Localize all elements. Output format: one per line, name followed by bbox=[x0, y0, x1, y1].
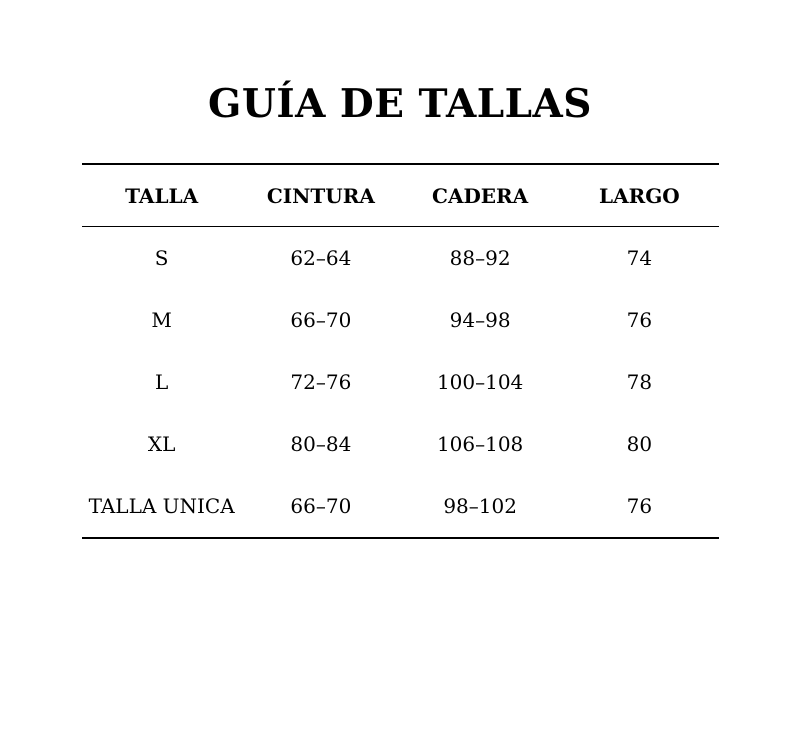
header-cintura: CINTURA bbox=[266, 183, 375, 208]
cell-talla: L bbox=[154, 370, 169, 394]
table-row bbox=[82, 227, 719, 290]
header-cadera: CADERA bbox=[432, 183, 529, 208]
table-header-row bbox=[82, 164, 719, 227]
cell-largo: 76 bbox=[626, 308, 653, 332]
cell-cintura: 80–84 bbox=[290, 432, 352, 456]
table-row bbox=[82, 475, 719, 538]
cell-largo: 76 bbox=[626, 494, 653, 518]
cell-talla: M bbox=[151, 308, 172, 332]
header-talla: TALLA bbox=[125, 183, 199, 208]
header-largo: LARGO bbox=[599, 183, 680, 208]
cell-largo: 78 bbox=[626, 370, 653, 394]
cell-cintura: 72–76 bbox=[290, 370, 352, 394]
cell-cadera: 88–92 bbox=[449, 246, 511, 270]
table-row bbox=[82, 289, 719, 351]
cell-cadera: 100–104 bbox=[436, 370, 524, 394]
cell-talla: TALLA UNICA bbox=[88, 494, 235, 518]
cell-cintura: 62–64 bbox=[290, 246, 352, 270]
cell-talla: XL bbox=[147, 432, 176, 456]
page-title: GUÍA DE TALLAS bbox=[208, 81, 592, 128]
cell-cintura: 66–70 bbox=[290, 308, 352, 332]
cell-cintura: 66–70 bbox=[290, 494, 352, 518]
cell-largo: 80 bbox=[626, 432, 653, 456]
cell-largo: 74 bbox=[626, 246, 653, 270]
cell-talla: S bbox=[154, 246, 169, 270]
table-row bbox=[82, 413, 719, 475]
cell-cadera: 94–98 bbox=[449, 308, 511, 332]
table-row bbox=[82, 351, 719, 413]
cell-cadera: 106–108 bbox=[436, 432, 524, 456]
cell-cadera: 98–102 bbox=[443, 494, 517, 518]
size-guide-table bbox=[82, 163, 719, 539]
